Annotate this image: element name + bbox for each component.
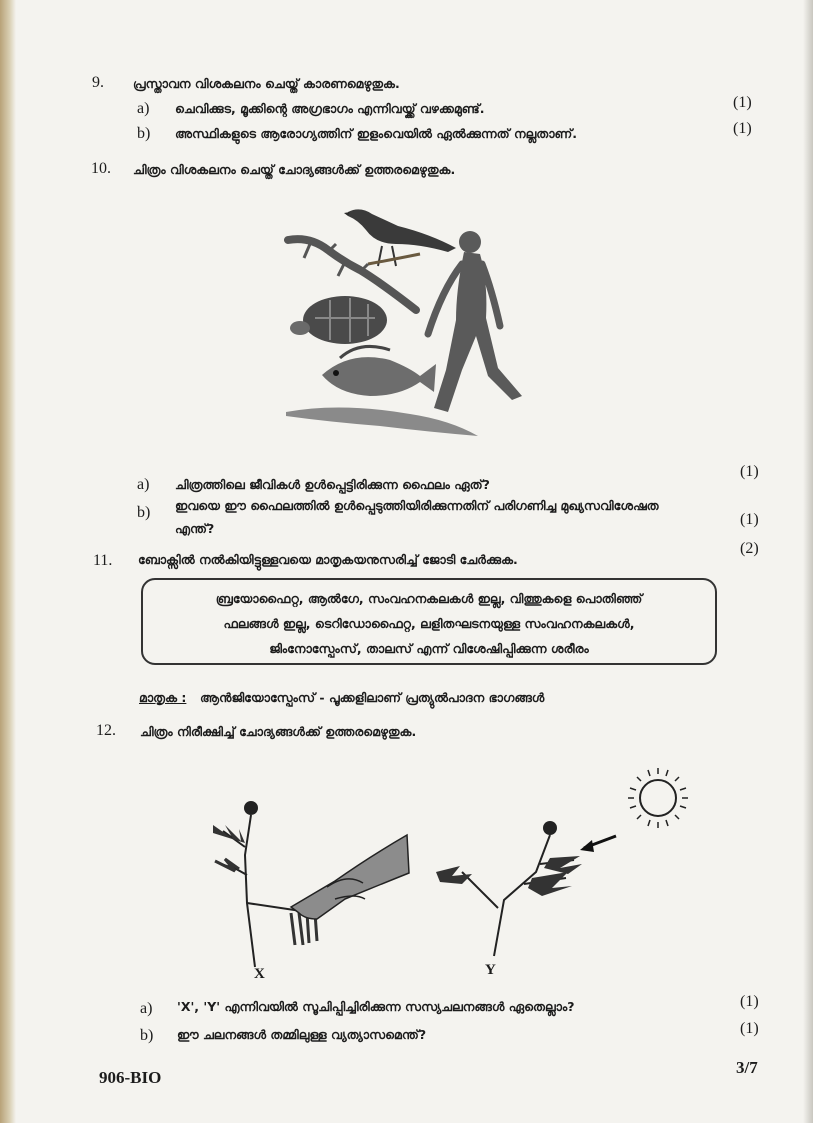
q12a-mark: (1) <box>740 993 759 1010</box>
q9a-label: a) <box>137 100 150 117</box>
q10a-label: a) <box>137 476 150 493</box>
human-figure <box>428 231 522 412</box>
q12-text: ചിത്രം നിരീക്ഷിച്ച് ചോദ്യങ്ങൾക്ക് ഉത്തരമെഴുതുക. <box>140 724 417 739</box>
q12a-label: a) <box>140 1000 153 1017</box>
q9b-text: അസ്ഥികളുടെ ആരോഗ്യത്തിന് ഇളംവെയിൽ ഏൽക്കുന്നത് നല്ലതാണ്. <box>175 126 578 141</box>
q10-text: ചിത്രം വിശകലനം ചെയ്ത് ചോദ്യങ്ങൾക്ക് ഉത്തരമെഴുതുക. <box>133 162 456 177</box>
arrow-icon <box>580 836 616 852</box>
q12b-text: ഈ ചലനങ്ങൾ തമ്മിലുള്ള വ്യത്യാസമെന്ത്? <box>177 1027 427 1042</box>
q12b-mark: (1) <box>740 1020 759 1037</box>
fig-label-x: X <box>254 966 265 982</box>
q9-number: 9. <box>92 74 104 91</box>
q10-number: 10. <box>91 160 111 177</box>
q9b-mark: (1) <box>733 120 752 137</box>
q10b-text-line1: ഇവയെ ഈ ഫൈലത്തിൽ ഉൾപ്പെടുത്തിയിരിക്കുന്നതിന് പരിഗണിച്ച മുഖ്യസവിശേഷത <box>175 498 659 513</box>
eel-figure <box>286 407 478 436</box>
q9a-text: ചെവിക്കുട, മൂക്കിന്റെ അഗ്രഭാഗം എന്നിവയ്ക്ക് വഴക്കമുണ്ട്. <box>175 101 485 116</box>
q10a-mark: (1) <box>740 463 759 480</box>
q10a-text: ചിത്രത്തിലെ ജീവികൾ ഉൾപ്പെട്ടിരിക്കുന്ന ഫൈലം ഏത്? <box>175 477 490 492</box>
page-number: 3/7 <box>736 1058 758 1077</box>
page-edge-left <box>0 0 16 1123</box>
plant-y-illustration <box>432 760 697 965</box>
paper-code: 906-BIO <box>99 1068 162 1087</box>
q9a-mark: (1) <box>733 94 752 111</box>
q11-mark: (2) <box>740 540 759 557</box>
q10b-label: b) <box>137 504 151 521</box>
q12b-label: b) <box>140 1027 154 1044</box>
q10b-mark: (1) <box>740 511 759 528</box>
vertebrates-illustration <box>280 200 530 445</box>
bird-figure <box>344 209 456 266</box>
q11-model-label: മാതൃക : <box>139 690 187 705</box>
q9-text: പ്രസ്താവന വിശകലനം ചെയ്ത് കാരണമെഴുതുക. <box>133 76 400 91</box>
q12a-text: 'X', 'Y' എന്നിവയിൽ സൂചിപ്പിച്ചിരിക്കുന്ന സസ്യചലനങ്ങൾ ഏതെല്ലാം? <box>177 999 575 1014</box>
tortoise-figure <box>290 296 387 344</box>
box-line-3: ജിംനോസ്പേംസ്, താലസ് എന്ന് വിശേഷിപ്പിക്കുന്ന ശരീരം <box>269 641 589 656</box>
q11-text: ബോക്സിൽ നൽകിയിട്ടുള്ളവയെ മാതൃകയനുസരിച്ച് ജോടി ചേർക്കുക. <box>138 552 518 567</box>
q10b-text-line2: എന്ത്? <box>175 521 215 536</box>
plant-x-illustration <box>195 795 410 970</box>
q12-number: 12. <box>96 722 116 739</box>
q9b-label: b) <box>137 125 151 142</box>
q11-model-text: ആൻജിയോസ്പേംസ് - പൂക്കളിലാണ് പ്രത്യുൽപാദന ഭാഗങ്ങൾ <box>200 690 545 705</box>
fish-figure <box>322 346 436 396</box>
fig-label-y: Y <box>485 962 496 978</box>
q11-number: 11. <box>93 552 113 569</box>
box-line-2: ഫലങ്ങൾ ഇല്ല, ടെറിഡോഫൈറ്റ, ലളിതഘടനയുള്ള സംവഹനകലകൾ, <box>223 616 635 631</box>
q11-options-box <box>141 578 717 665</box>
page-edge-right <box>803 0 813 1123</box>
box-line-1: ബ്രയോഫൈറ്റ, ആൽഗേ, സംവഹനകലകൾ ഇല്ല, വിത്തുകളെ പൊതിഞ്ഞ് <box>215 591 643 606</box>
sun-icon <box>628 768 688 828</box>
